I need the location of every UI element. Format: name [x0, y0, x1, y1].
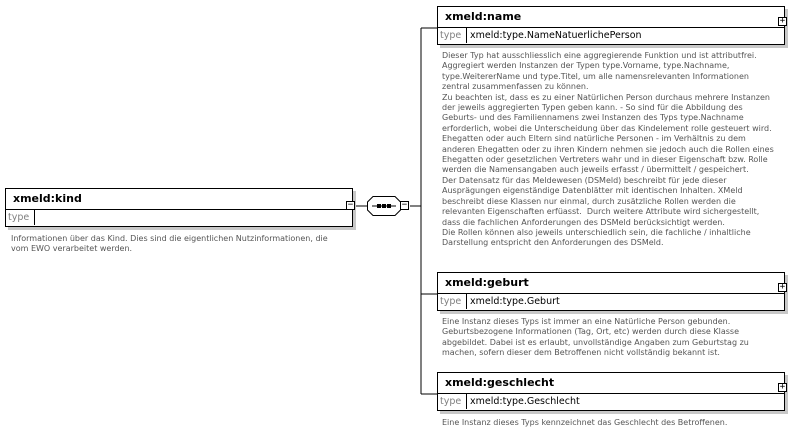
root-type-value [35, 210, 38, 225]
root-description: Informationen über das Kind. Dies sind die eigentlichen Nutzinformationen, die vom EWO verarbeitet werden. [11, 234, 328, 254]
child-type-row [438, 394, 784, 409]
child-type-label: type [438, 394, 467, 409]
sequence-icon [367, 196, 401, 216]
root-type-row [6, 210, 352, 225]
child-type-value: xmeld:type.NameNatuerlichePerson [470, 30, 642, 41]
child-type-label: type [438, 294, 467, 309]
expand-icon[interactable]: + [779, 16, 786, 26]
sequence-compositor[interactable] [367, 196, 401, 216]
root-element-name: xmeld:kind [6, 189, 352, 210]
child-type-row [438, 28, 784, 43]
expand-icon[interactable]: + [779, 282, 786, 292]
root-type-label: type [6, 210, 35, 225]
child-element-box-name[interactable] [437, 6, 785, 45]
root-element-box[interactable] [5, 188, 353, 227]
child-element-box-geburt[interactable] [437, 272, 785, 311]
child-element-name: xmeld:geburt [438, 273, 784, 294]
child-type-label: type [438, 28, 467, 43]
child-element-box-geschlecht[interactable] [437, 372, 785, 411]
child-type-value: xmeld:type.Geburt [470, 296, 560, 307]
expand-icon[interactable]: + [779, 382, 786, 392]
child-description-geburt: Eine Instanz dieses Typs ist immer an eine Natürliche Person gebunden. Geburtsbezogene Informationen (Tag, Ort, etc) werden durch diese Klasse abgebildet. Dabei ist es erlaubt, unvollständige Angaben zum Geburtstag zu machen, sofern dieser dem Betroffenen nicht vollständig bekannt ist. [442, 317, 749, 358]
sequence-collapse-icon[interactable]: − [401, 200, 408, 210]
child-description-geschlecht: Eine Instanz dieses Typs kennzeichnet das Geschlecht des Betroffenen. [442, 418, 728, 427]
child-element-name: xmeld:name [438, 7, 784, 28]
root-collapse-icon[interactable]: − [347, 200, 354, 210]
child-type-row [438, 294, 784, 309]
child-element-name: xmeld:geschlecht [438, 373, 784, 394]
child-type-value: xmeld:type.Geschlecht [470, 396, 580, 407]
child-description-name: Dieser Typ hat ausschliesslich eine aggregierende Funktion und ist attributfrei. Aggregiert werden Instanzen der Typen type.Vorname, type.Nachname, type.WeitererName und type.Titel, um alle namensrelevanten Informationen zentral zusammenfassen zu können. Zu beachten ist, dass es zu einer Natürlichen Person durchaus mehrere Instanzen der jeweils aggregierten Typen geben kann. - So sind für die Abbildung des Geburts- und des Familiennamens zwei Instanzen des Typs type.Nachname erforderlich, wobei die Unterscheidung über das Kindelement rolle gesteuert wird. Ehegatten oder auch Eltern sind natürliche Personen - im Verhältnis zu dem anderen Ehegatten oder zu ihren Kindern nehmen sie jedoch auch die Rollen eines Ehegatten oder gesetzlichen Vertreters wahr und in dieser Eigenschaft bzw. Rolle werden die Namensangaben auch jeweils erfasst / übermittelt / gespeichert. Der Datensatz für das Meldewesen (DSMeld) beschreibt für jede dieser Ausprägungen eigenständige Datenblätter mit identischen Inhalten. XMeld beschreibt diese Klassen nur einmal, durch zusätzliche Rollen werden die relevanten Eigenschaften erfüasst. Durch weitere Attribute wird sichergestellt, dass die fachlichen Anforderungen des DSMeld berücksichtigt werden. Die Rollen können also jeweils unterschiedlich sein, die fachliche / inhaltliche Darstellung entspricht den Anforderungen des DSMeld. [442, 51, 774, 248]
